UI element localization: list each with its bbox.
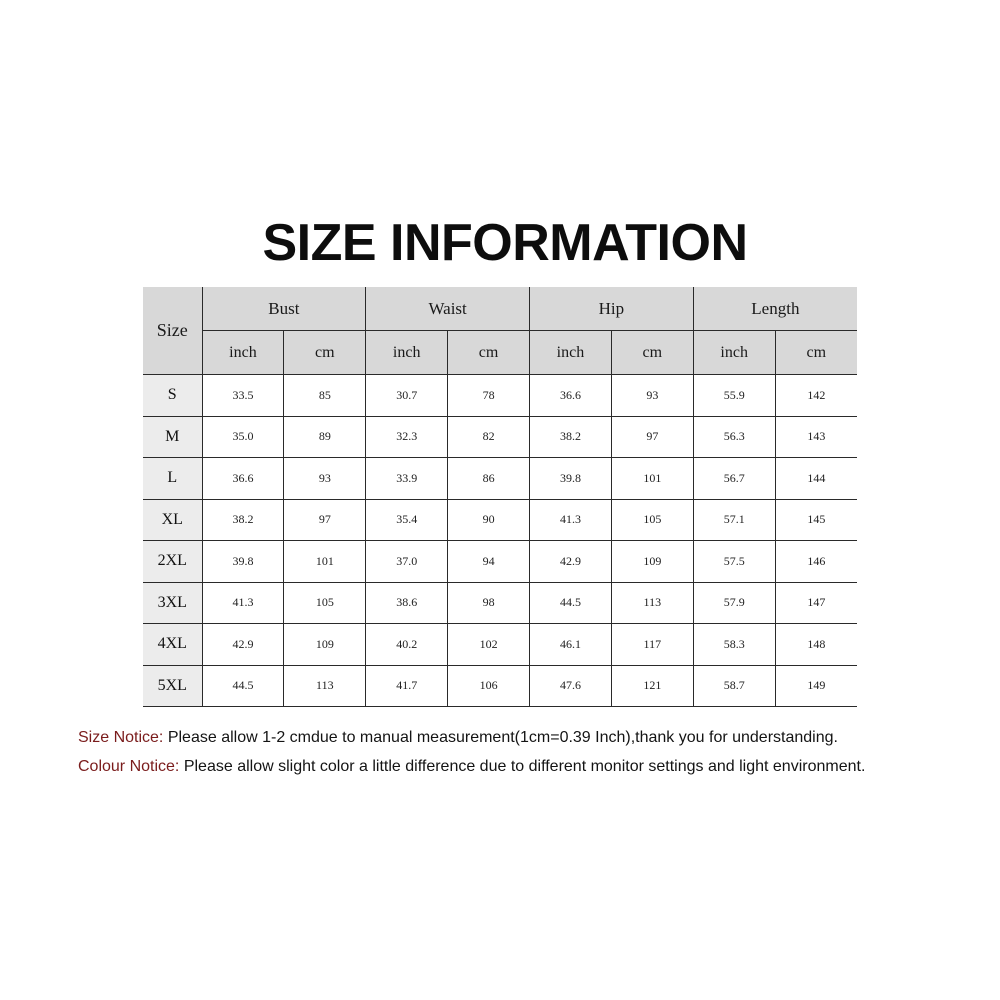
size-notice-label: Size Notice: — [78, 729, 164, 746]
measurement-cell: 86 — [448, 458, 530, 500]
measurement-cell: 55.9 — [693, 375, 775, 417]
measurement-cell: 42.9 — [202, 624, 284, 666]
table-row — [143, 582, 857, 624]
size-table — [143, 287, 857, 707]
colour-notice — [78, 757, 865, 777]
unit-header-inch: inch — [366, 331, 448, 375]
measurement-cell: 109 — [611, 541, 693, 583]
measurement-cell: 39.8 — [530, 458, 612, 500]
measurement-cell: 89 — [284, 416, 366, 458]
waist-header: Waist — [366, 287, 530, 331]
size-cell: 5XL — [143, 665, 202, 707]
measurement-cell: 106 — [448, 665, 530, 707]
measurement-cell: 97 — [611, 416, 693, 458]
measurement-cell: 121 — [611, 665, 693, 707]
measurement-cell: 38.2 — [202, 499, 284, 541]
size-cell: M — [143, 416, 202, 458]
measurement-cell: 109 — [284, 624, 366, 666]
unit-header-cm: cm — [448, 331, 530, 375]
size-cell: XL — [143, 499, 202, 541]
measurement-cell: 148 — [775, 624, 857, 666]
table-row — [143, 458, 857, 500]
unit-header-inch: inch — [202, 331, 284, 375]
measurement-cell: 39.8 — [202, 541, 284, 583]
measurement-cell: 101 — [611, 458, 693, 500]
size-notice — [78, 728, 838, 748]
measurement-cell: 35.4 — [366, 499, 448, 541]
measurement-cell: 42.9 — [530, 541, 612, 583]
table-header-unit-row — [143, 331, 857, 375]
measurement-cell: 102 — [448, 624, 530, 666]
measurement-cell: 93 — [611, 375, 693, 417]
size-cell: S — [143, 375, 202, 417]
unit-header-cm: cm — [284, 331, 366, 375]
table-header-group-row — [143, 287, 857, 331]
measurement-cell: 85 — [284, 375, 366, 417]
measurement-cell: 38.2 — [530, 416, 612, 458]
measurement-cell: 105 — [611, 499, 693, 541]
measurement-cell: 36.6 — [202, 458, 284, 500]
measurement-cell: 44.5 — [530, 582, 612, 624]
measurement-cell: 41.3 — [202, 582, 284, 624]
measurement-cell: 32.3 — [366, 416, 448, 458]
measurement-cell: 33.5 — [202, 375, 284, 417]
measurement-cell: 36.6 — [530, 375, 612, 417]
measurement-cell: 57.5 — [693, 541, 775, 583]
measurement-cell: 57.9 — [693, 582, 775, 624]
measurement-cell: 56.3 — [693, 416, 775, 458]
hip-header: Hip — [530, 287, 694, 331]
measurement-cell: 147 — [775, 582, 857, 624]
table-row — [143, 499, 857, 541]
measurement-cell: 101 — [284, 541, 366, 583]
colour-notice-label: Colour Notice: — [78, 758, 180, 775]
measurement-cell: 145 — [775, 499, 857, 541]
measurement-cell: 142 — [775, 375, 857, 417]
measurement-cell: 37.0 — [366, 541, 448, 583]
measurement-cell: 113 — [611, 582, 693, 624]
measurement-cell: 143 — [775, 416, 857, 458]
table-body — [143, 375, 857, 707]
measurement-cell: 56.7 — [693, 458, 775, 500]
measurement-cell: 33.9 — [366, 458, 448, 500]
table-row — [143, 416, 857, 458]
table-row — [143, 541, 857, 583]
measurement-cell: 47.6 — [530, 665, 612, 707]
measurement-cell: 41.3 — [530, 499, 612, 541]
measurement-cell: 144 — [775, 458, 857, 500]
measurement-cell: 58.7 — [693, 665, 775, 707]
table-row — [143, 624, 857, 666]
measurement-cell: 57.1 — [693, 499, 775, 541]
unit-header-inch: inch — [530, 331, 612, 375]
measurement-cell: 146 — [775, 541, 857, 583]
unit-header-inch: inch — [693, 331, 775, 375]
measurement-cell: 30.7 — [366, 375, 448, 417]
measurement-cell: 58.3 — [693, 624, 775, 666]
size-cell: 4XL — [143, 624, 202, 666]
measurement-cell: 78 — [448, 375, 530, 417]
measurement-cell: 98 — [448, 582, 530, 624]
measurement-cell: 40.2 — [366, 624, 448, 666]
measurement-cell: 97 — [284, 499, 366, 541]
size-column-header: Size — [143, 287, 202, 375]
colour-notice-text: Please allow slight color a little difference due to different monitor settings and light environment. — [179, 758, 866, 775]
size-cell: L — [143, 458, 202, 500]
unit-header-cm: cm — [611, 331, 693, 375]
page-title: SIZE INFORMATION — [262, 214, 748, 272]
measurement-cell: 35.0 — [202, 416, 284, 458]
measurement-cell: 149 — [775, 665, 857, 707]
measurement-cell: 41.7 — [366, 665, 448, 707]
size-notice-text: Please allow 1-2 cmdue to manual measurement(1cm=0.39 Inch),thank you for understanding. — [163, 729, 838, 746]
measurement-cell: 46.1 — [530, 624, 612, 666]
table-row — [143, 375, 857, 417]
measurement-cell: 90 — [448, 499, 530, 541]
measurement-cell: 117 — [611, 624, 693, 666]
measurement-cell: 38.6 — [366, 582, 448, 624]
measurement-cell: 113 — [284, 665, 366, 707]
measurement-cell: 94 — [448, 541, 530, 583]
measurement-cell: 93 — [284, 458, 366, 500]
size-cell: 2XL — [143, 541, 202, 583]
unit-header-cm: cm — [775, 331, 857, 375]
bust-header: Bust — [202, 287, 366, 331]
table-row — [143, 665, 857, 707]
size-cell: 3XL — [143, 582, 202, 624]
measurement-cell: 82 — [448, 416, 530, 458]
measurement-cell: 44.5 — [202, 665, 284, 707]
measurement-cell: 105 — [284, 582, 366, 624]
length-header: Length — [693, 287, 857, 331]
